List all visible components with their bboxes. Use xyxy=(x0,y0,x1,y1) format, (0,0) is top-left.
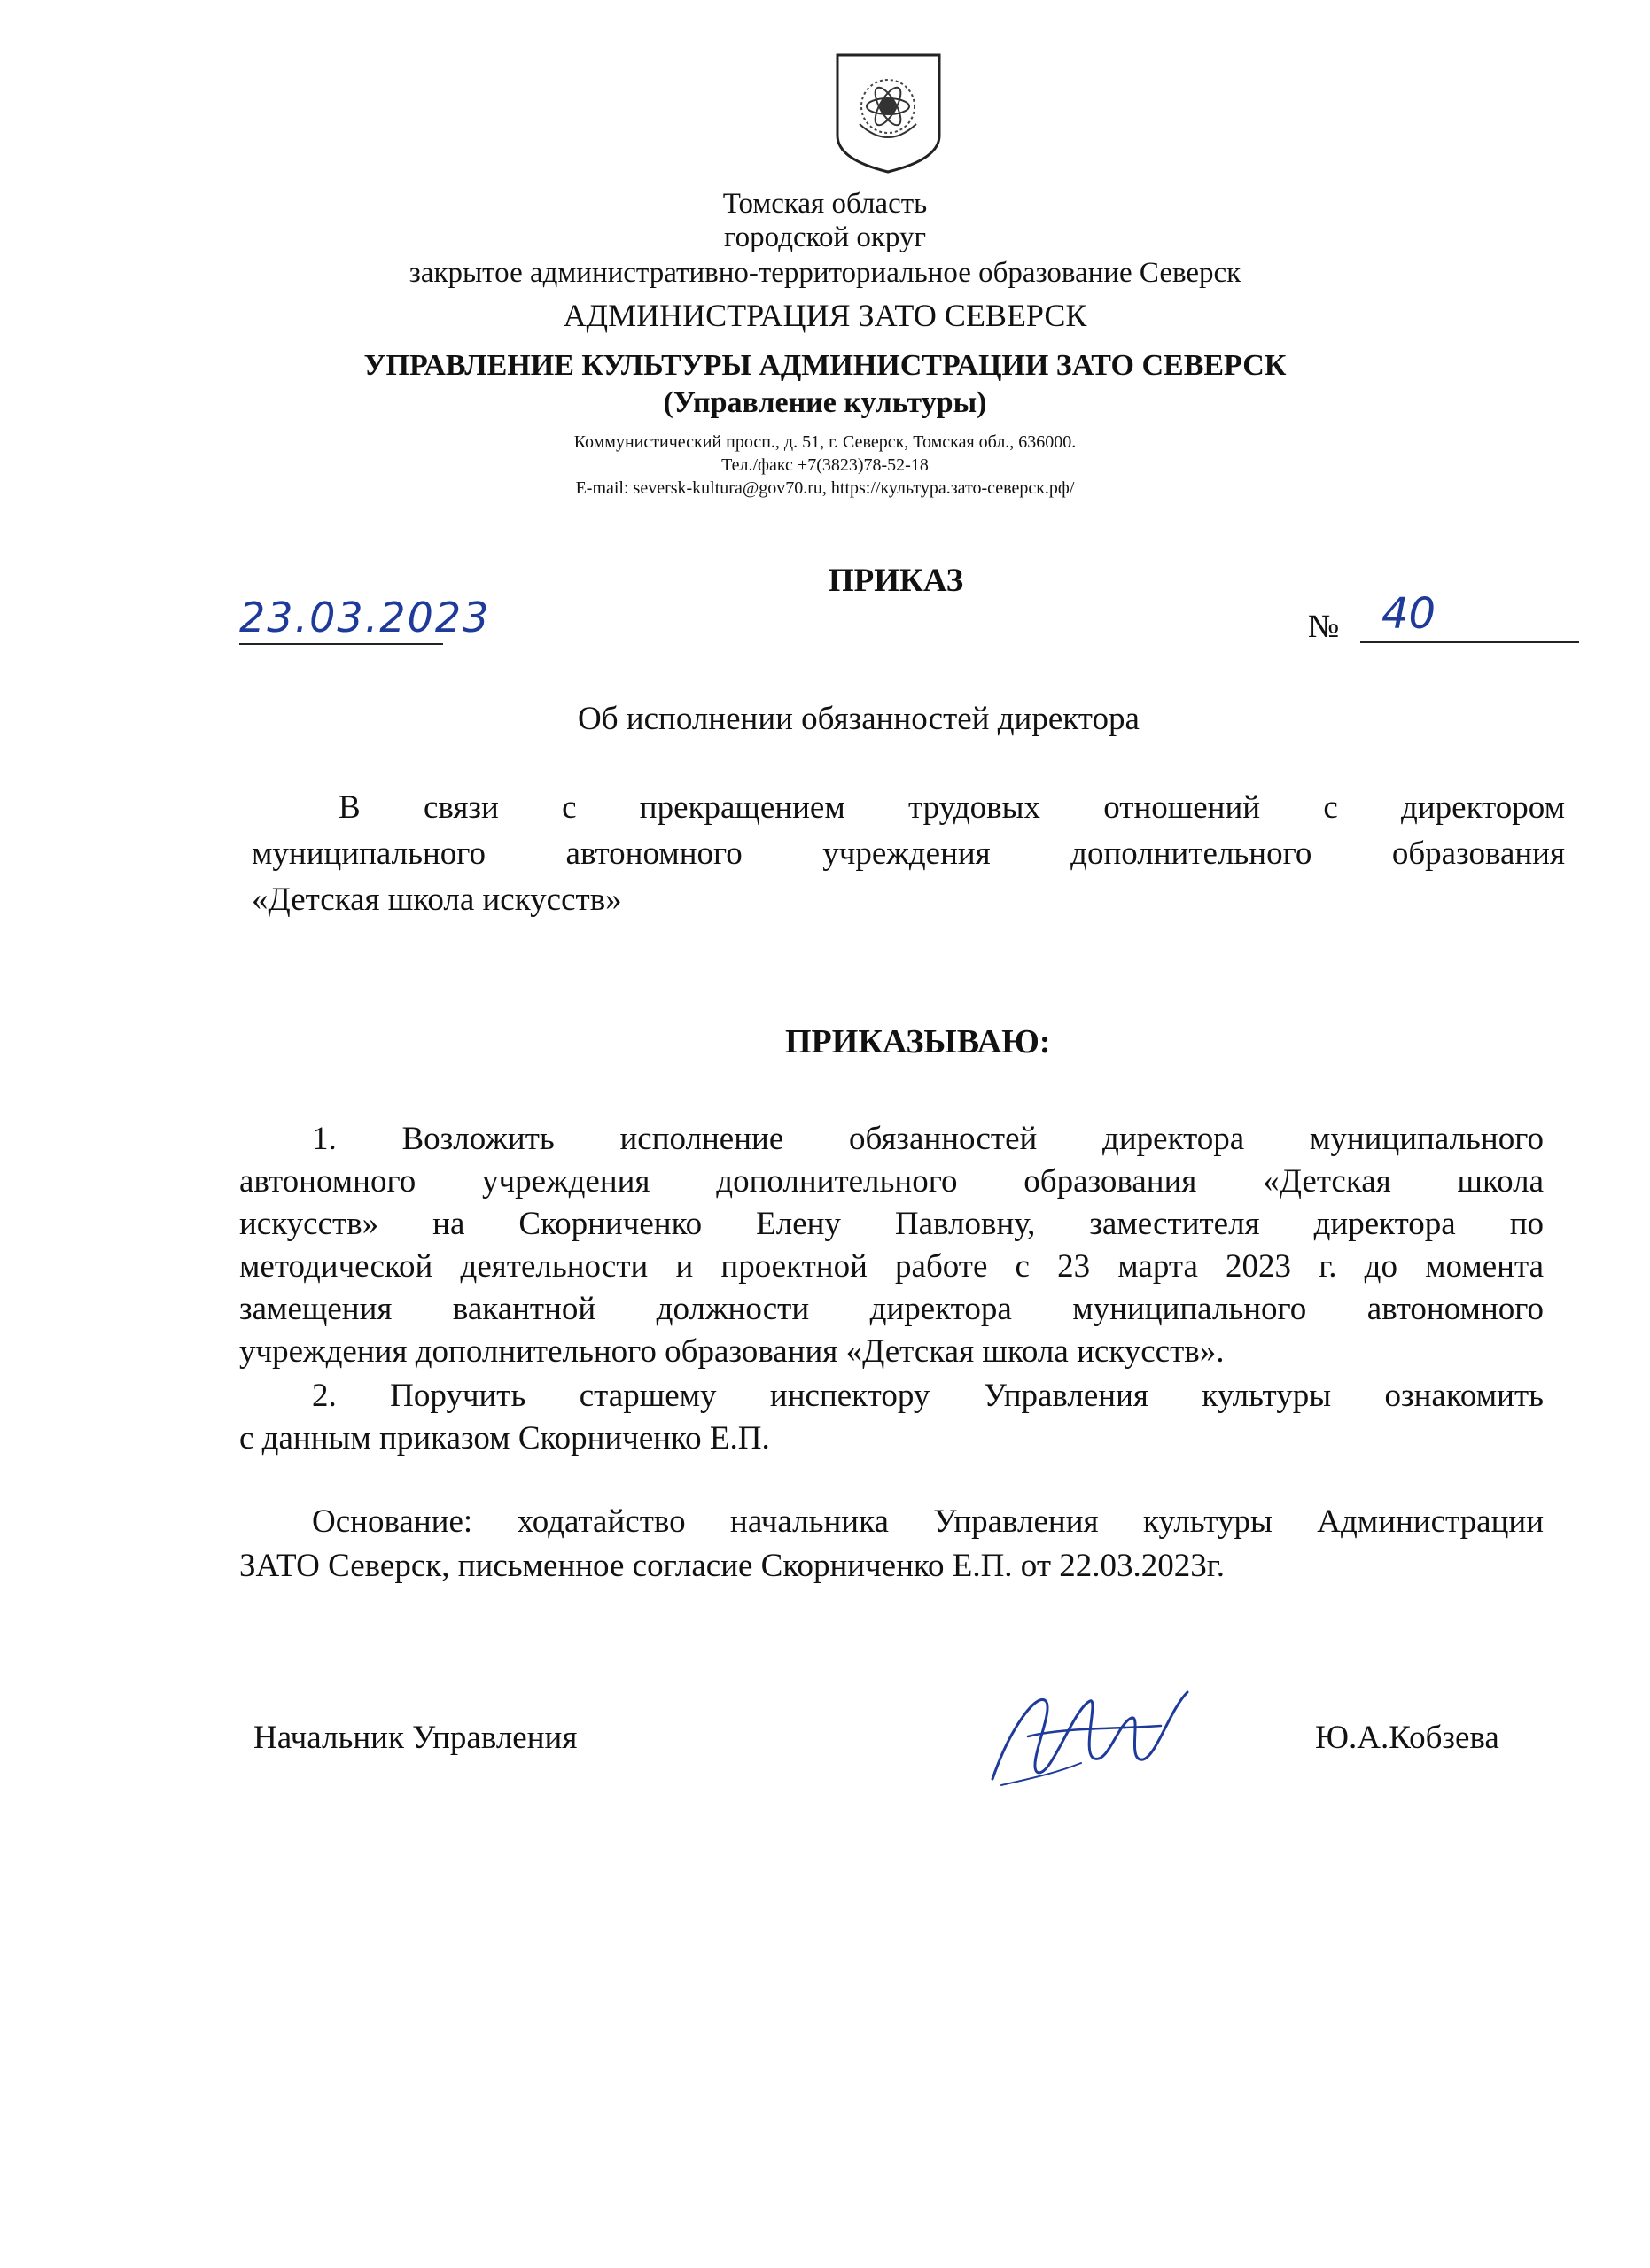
item-1-line-2: автономного учреждения дополнительного образования «Детская школа xyxy=(239,1163,1544,1200)
signature-position: Начальник Управления xyxy=(253,1720,578,1756)
handwritten-signature xyxy=(975,1674,1205,1798)
header-address: Коммунистический просп., д. 51, г. Северск, Томская обл., 636000. xyxy=(573,432,1077,452)
header-phone: Тел./факс +7(3823)78-52-18 xyxy=(721,455,929,475)
basis-line-2: ЗАТО Северск, письменное согласие Скорниченко Е.П. от 22.03.2023г. xyxy=(239,1548,1225,1584)
preamble-line-1: В связи с прекращением трудовых отношений с директором xyxy=(339,789,1565,826)
directive-heading: ПРИКАЗЫВАЮ: xyxy=(785,1023,1051,1060)
order-subject: Об исполнении обязанностей директора xyxy=(578,701,1140,737)
header-administration: АДМИНИСТРАЦИЯ ЗАТО СЕВЕРСК xyxy=(563,298,1087,333)
coat-of-arms-emblem xyxy=(833,51,944,175)
item-2-line-2: с данным приказом Скорниченко Е.П. xyxy=(239,1420,770,1456)
header-department-short: (Управление культуры) xyxy=(663,386,987,419)
item-1-line-5: замещения вакантной должности директора муниципального автономного xyxy=(239,1291,1544,1327)
item-2-line-1: 2. Поручить старшему инспектору Управления культуры ознакомить xyxy=(312,1378,1544,1414)
item-1-line-1: 1. Возложить исполнение обязанностей директора муниципального xyxy=(312,1121,1544,1157)
header-email: E-mail: seversk-kultura@gov70.ru, https://культура.зато-северск.рф/ xyxy=(575,478,1075,498)
header-department: УПРАВЛЕНИЕ КУЛЬТУРЫ АДМИНИСТРАЦИИ ЗАТО СЕВЕРСК xyxy=(363,349,1287,382)
signature-name: Ю.А.Кобзева xyxy=(1315,1720,1499,1756)
item-1-line-3: искусств» на Скорниченко Елену Павловну, заместителя директора по xyxy=(239,1206,1544,1242)
preamble-line-2: муниципального автономного учреждения дополнительного образования xyxy=(252,835,1565,872)
basis-line-1: Основание: ходатайство начальника Управления культуры Администрации xyxy=(312,1503,1544,1540)
item-1-line-4: методической деятельности и проектной работе с 23 марта 2023 г. до момента xyxy=(239,1248,1544,1285)
order-date: 23.03.2023 xyxy=(239,592,443,645)
header-district: городской округ xyxy=(723,221,927,253)
header-zato: закрытое административно-территориальное образование Северск xyxy=(409,257,1241,289)
preamble-line-3: «Детская школа искусств» xyxy=(252,882,622,918)
header-region: Томская область xyxy=(722,188,928,220)
order-number-label: № xyxy=(1308,609,1340,645)
order-title: ПРИКАЗ xyxy=(828,563,964,599)
order-number: 40 xyxy=(1360,586,1579,643)
item-1-line-6: учреждения дополнительного образования «Детская школа искусств». xyxy=(239,1333,1225,1370)
